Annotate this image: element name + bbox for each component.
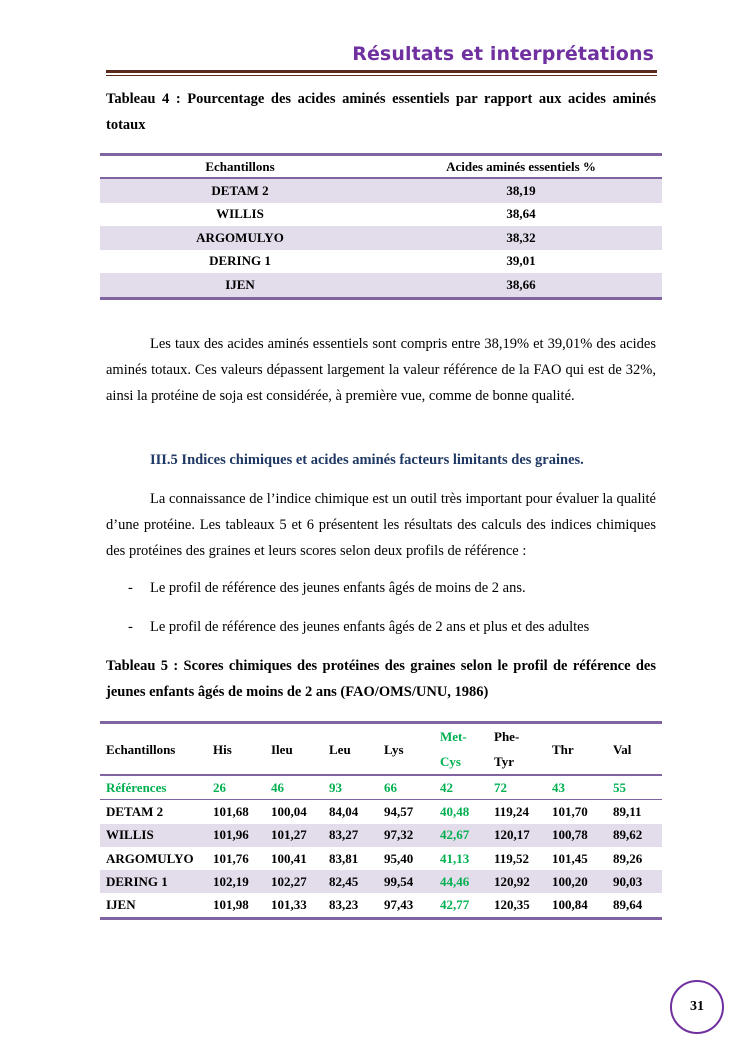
table-cell: 89,11 [613,803,642,819]
table-cell: 101,96 [207,824,265,847]
table-cell: 97,32 [378,824,434,847]
table-cell: IJEN [106,897,136,913]
table-header-cell: Echantillons [100,723,207,776]
table-cell: 95,40 [384,850,414,866]
table-cell: 26 [207,775,265,800]
list-item [128,619,589,636]
table-header-row [100,155,662,179]
table-cell: 100,04 [271,803,307,819]
list-item-text: Le profil de référence des jeunes enfants âgés de 2 ans et plus et des adultes [150,619,590,635]
table-cell: 89,64 [613,897,643,913]
table-cell: 38,19 [380,178,662,203]
table-row [100,824,662,847]
table-cell: 99,54 [378,870,434,893]
table-row [100,250,662,274]
table-cell: 46 [265,775,323,800]
table-cell: 93 [323,775,378,800]
bullet-dash: - [128,619,133,635]
table-row [100,893,662,918]
table-cell: 83,23 [329,897,359,913]
table-header-cell: Phe-Tyr [488,723,546,776]
table-cell: 119,24 [494,803,530,819]
table-cell: 42,67 [434,824,488,847]
table-cell: 101,68 [213,803,249,819]
header-rule-thin [106,75,657,76]
paragraph-chemical-index: La connaissance de l’indice chimique est un outil très important pour évaluer la qualité d’une protéine. Les tableaux 5 et 6 présentent les résultats des calculs des indices chimiques des protéines des graines et leurs scores selon deux profils de référence : [106,491,656,559]
table-header-row [100,723,662,776]
table-cell: 83,81 [329,850,359,866]
table-cell: 40,48 [440,803,470,819]
table-cell: 84,04 [329,803,359,819]
table-cell: ARGOMULYO [106,850,194,866]
table-row [100,847,662,870]
table-row [100,870,662,893]
table-row [100,226,662,250]
table-cell: 100,78 [546,824,607,847]
table-4 [100,153,662,300]
header-rule-thick [106,70,657,73]
table-row-references [100,775,662,800]
table-row [100,800,662,824]
table-cell: 90,03 [607,870,662,893]
table-cell: DETAM 2 [106,803,164,819]
table-cell: 42 [434,775,488,800]
table-header-cell: Met-Cys [434,723,488,776]
table-cell: 82,45 [323,870,378,893]
table-cell: 119,52 [494,850,530,866]
table-cell: 66 [378,775,434,800]
table-cell: 120,92 [488,870,546,893]
table-cell: 83,27 [323,824,378,847]
table5-caption: Tableau 5 : Scores chimiques des protéines des graines selon le profil de référence des jeunes enfants âgés de moins de 2 ans (FAO/OMS/UNU, 1986) [106,658,656,700]
page-number: 31 [670,980,724,1034]
list-item [128,580,526,597]
table-cell: 101,27 [265,824,323,847]
table-cell: 55 [607,775,662,800]
table-header-cell: Val [607,723,662,776]
table-cell: 42,77 [440,897,470,913]
table-cell: 44,46 [434,870,488,893]
table-cell: 101,76 [213,850,249,866]
table-cell: DETAM 2 [100,178,380,203]
table-cell: 102,27 [265,870,323,893]
table-cell: 38,64 [506,206,536,222]
table-5 [100,721,662,920]
table-cell: 100,41 [271,850,307,866]
table-cell: 38,32 [380,226,662,250]
table-row [100,273,662,298]
section-title: III.5 Indices chimiques et acides aminés facteurs limitants des graines. [150,452,584,468]
table-header-cell: Acides aminés essentiels % [380,155,662,179]
paragraph-amino-acid-rates: Les taux des acides aminés essentiels sont compris entre 38,19% et 39,01% des acides aminés totaux. Ces valeurs dépassent largement la valeur référence de la FAO qui est de 32%, ainsi la protéine de soja est considérée, à première vue, comme de bonne qualité. [106,336,656,404]
table-row [100,178,662,203]
table-header-cell: Echantillons [100,155,380,179]
table-header-cell: Ileu [265,723,323,776]
list-item-text: Le profil de référence des jeunes enfants âgés de moins de 2 ans. [150,580,526,596]
table-cell: IJEN [100,273,380,298]
table-cell: 38,66 [380,273,662,298]
bullet-dash: - [128,580,133,596]
table-header-cell: Thr [546,723,607,776]
table-cell: 89,62 [607,824,662,847]
table-cell: 39,01 [506,253,536,269]
table-cell: DERING 1 [100,870,207,893]
table-cell: 100,84 [552,897,588,913]
table-header-cell: His [207,723,265,776]
table-cell: WILLIS [216,206,264,222]
table-header-cell: Leu [323,723,378,776]
table-cell: 41,13 [440,850,470,866]
table-cell: 72 [488,775,546,800]
table-cell: DERING 1 [209,253,271,269]
table-cell: 94,57 [384,803,414,819]
table-cell: 120,17 [488,824,546,847]
table-cell: WILLIS [100,824,207,847]
table-cell: 101,33 [271,897,307,913]
table-cell: 43 [546,775,607,800]
table4-caption: Tableau 4 : Pourcentage des acides aminés essentiels par rapport aux acides aminés totaux [106,91,656,133]
table-cell: 97,43 [384,897,414,913]
table-cell: 101,70 [552,803,588,819]
table-cell: Références [100,775,207,800]
page-header-title: Résultats et interprétations [352,43,654,65]
table-cell: 120,35 [494,897,530,913]
table-cell: ARGOMULYO [100,226,380,250]
table-header-cell: Lys [378,723,434,776]
table-cell: 102,19 [207,870,265,893]
table-cell: 100,20 [546,870,607,893]
table-cell: 101,98 [213,897,249,913]
table-row [100,203,662,227]
table-cell: 89,26 [613,850,643,866]
table-cell: 101,45 [552,850,588,866]
